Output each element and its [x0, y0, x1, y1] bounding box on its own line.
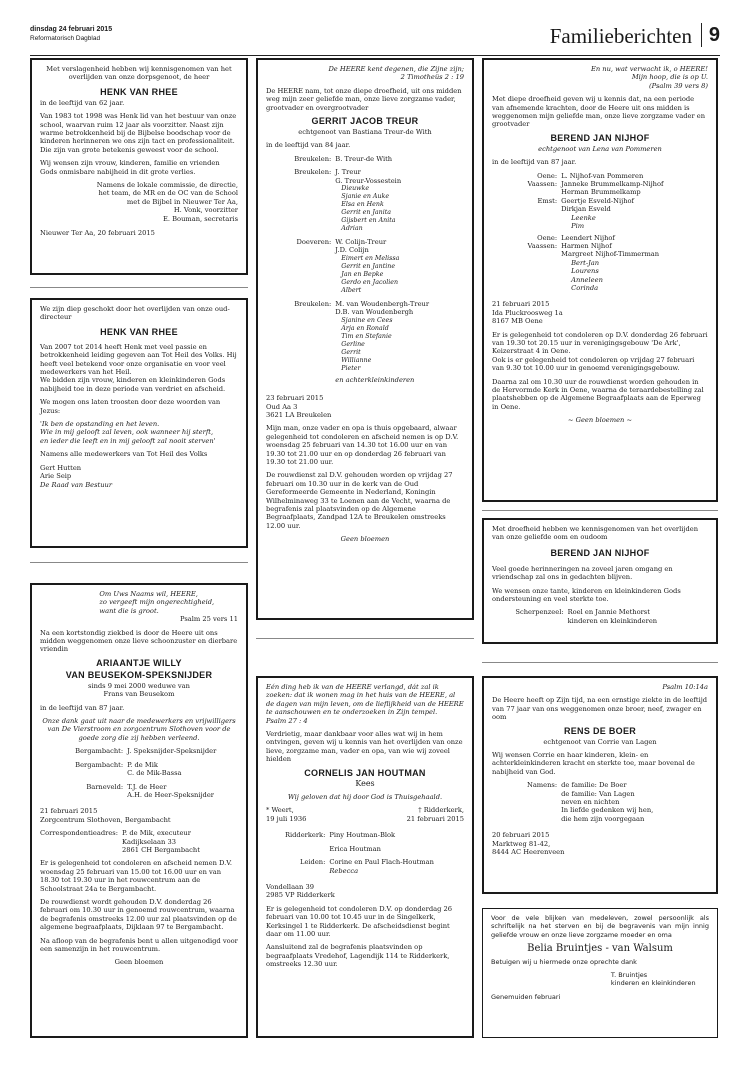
grandchild-name: Gerrit en Janita: [341, 209, 392, 217]
great-grandchildren: en achterkleinkinderen: [335, 375, 415, 384]
relative-name: W. Colijn-Treur: [335, 238, 387, 247]
relative-place: Vaassen:: [527, 241, 558, 250]
signature-line: Arie Seip: [40, 472, 72, 481]
birth-place: * Weert,: [266, 806, 294, 815]
birth-date: 19 juli 1936: [266, 814, 307, 823]
notice-berend-jan-nijhof-family: [482, 58, 718, 502]
column-divider: [30, 562, 248, 563]
deceased-name: RENS DE BOER: [563, 725, 637, 736]
grandchild-name: Gijsbert en Anita: [341, 217, 396, 225]
deceased-name: VAN BEUSEKOM-SPEKSNIJDER: [65, 669, 213, 680]
relative-place: Breukelen:: [294, 299, 332, 308]
column-divider: [30, 287, 248, 288]
relative-name: Margreet Nijhof-Timmerman: [561, 250, 660, 259]
relative-place: Breukelen:: [294, 168, 332, 177]
page-number: 9: [701, 23, 720, 47]
notice-address: Marktweg 81-42,: [492, 839, 551, 848]
relative-name: J.D. Colijn: [335, 246, 369, 255]
notice-ariaantje-van-beusekom: [30, 583, 248, 1038]
signature-line: Gert Hutten: [40, 463, 82, 472]
notice-berend-jan-nijhof-nephew: [482, 518, 718, 644]
grandchild-name: Elsa en Henk: [341, 201, 384, 209]
notice-intro: We zijn diep geschokt door het overlijden van onze oud-directeur: [40, 305, 230, 322]
relative-place: Oene:: [537, 233, 558, 242]
deceased-name: Belia Bruintjes - van Walsum: [527, 943, 673, 955]
quote-line: Wie in mij gelooft zal leven, ook wanneer hij sterft,: [40, 428, 214, 437]
grandchild-name: Eimert en Melissa: [341, 254, 400, 262]
deceased-nickname: Kees: [355, 778, 375, 788]
relative-place: Bergambacht:: [75, 760, 124, 769]
notice-address: 8167 MB Oene: [492, 317, 543, 326]
notice-text: We bidden zijn vrouw, kinderen en kleinkinderen Gods nabijheid toe in deze periode van verdriet en afscheid.: [40, 376, 226, 393]
grandchild-name: Tim en Stefanie: [341, 332, 392, 340]
relative-name: Piny Houtman-Blok: [329, 831, 396, 840]
verse-line: Om Uws Naams wil, HEERE,: [99, 590, 198, 598]
correspondence-line: P. de Mik, executeur: [121, 829, 191, 838]
relative-place: Breukelen:: [294, 154, 332, 163]
spouse-name: Frans van Beusekom: [103, 690, 175, 699]
notice-text: Wij wensen Corrie en haar kinderen, klein- en achterkleinkinderen kracht en sterkte toe, maar bovenal de nabijheid van God.: [492, 751, 695, 776]
notice-text: Na afloop van de begrafenis bent u allen uitgenodigd voor een samenzijn in het rouwcentrum.: [40, 936, 238, 953]
notice-text: Verdrietig, maar dankbaar voor alles wat wij in hem ontvingen, geven wij u kennis van het overlijden van onze lieve, zorgzame man, vader en opa, van wie wij zoveel hielden: [266, 730, 463, 764]
notice-date: 20 februari 2015: [492, 831, 550, 840]
notice-text: Veel goede herinneringen na zoveel jaren omgang en vriendschap zal ons in gedachten blijven.: [492, 564, 673, 582]
notice-intro: Met verslagenheid hebben wij kennisgenomen van het overlijden van onze dorpsgenoot, de heer: [46, 65, 232, 82]
verse-line: En nu, wat verwacht ik, o HEERE!: [590, 65, 708, 73]
deceased-name: HENK VAN RHEE: [100, 86, 178, 97]
closing-note: ~ Geen bloemen ~: [567, 416, 633, 425]
column-divider: [256, 638, 474, 639]
notice-text: De rouwdienst wordt gehouden D.V. donderdag 26 februari om 10.30 uur in genoemd rouwcentrum, waarna de begrafenis omstreeks 12.00 uur zal plaatsvinden op de algemene begraafplaats, Dijklaan 97 te Bergambacht.: [40, 897, 237, 932]
relative-name: G. Treur-Vossestein: [335, 176, 402, 185]
deceased-age: in de leeftijd van 84 jaar.: [266, 141, 351, 150]
relative-name: J. Treur: [335, 168, 361, 177]
notice-henk-van-rhee-heil: [30, 298, 248, 548]
notice-gerrit-jacob-treur: [256, 58, 474, 620]
closing-note: Geen bloemen: [114, 958, 164, 967]
relative-name: Erica Houtman: [329, 844, 381, 853]
verse-text: Eén ding heb ik van de HEERE verlangd, dát zal ik zoeken: dat ik wonen mag in het huis van de HEERE, al de dagen van mijn leven, om de lieflijkheid van de HEERE te aanschouwen en te onderzoeken in Zijn tempel.: [266, 683, 464, 717]
grandchild-name: Rebecca: [329, 866, 359, 875]
deceased-name: HENK VAN RHEE: [100, 326, 178, 337]
place-date: Nieuwer Ter Aa, 20 februari 2015: [40, 229, 155, 238]
relative-name: In liefde gedenken wij hen,: [561, 806, 654, 815]
notice-text: We mogen ons laten troosten door deze woorden van Jezus:: [40, 398, 221, 415]
notice-text: Namens alle medewerkers van Tot Heil des Volks: [40, 450, 208, 459]
verse-reference: (Psalm 39 vers 8): [649, 81, 708, 90]
faith-statement: Wij geloven dat hij door God is Thuisgehaald.: [287, 793, 443, 802]
notice-address: 2985 VP Ridderkerk: [266, 891, 335, 900]
quote-line: 'Ik ben de opstanding en het leven.: [40, 420, 160, 429]
death-date: 21 februari 2015: [406, 814, 464, 823]
notice-date: 21 februari 2015: [40, 807, 98, 816]
relative-place: Barneveld:: [86, 782, 124, 791]
grandchild-name: Anneleen: [571, 275, 603, 284]
signature-line: kinderen en kleinkinderen: [610, 979, 696, 988]
relative-name: Geertje Esveld-Nijhof: [561, 196, 635, 205]
relative-place: Emst:: [537, 196, 558, 205]
relative-place: Leiden:: [300, 858, 326, 867]
verse-line: zo vergeeft mijn ongerechtigheid,: [99, 598, 215, 607]
deceased-age: in de leeftijd van 87 jaar.: [492, 158, 577, 167]
notice-address: Ida Pluckroosweg 1a: [492, 308, 563, 317]
relative-name: A.H. de Heer-Speksnijder: [127, 790, 214, 799]
grandchild-name: Gerrit: [341, 348, 361, 356]
notice-address: Zorgcentrum Slothoven, Bergambacht: [40, 815, 171, 824]
notice-text: De Heere heeft op Zijn tijd, na een ernstige ziekte in de leeftijd van 77 jaar van ons weggenomen onze broer, neef, zwager en oom: [492, 696, 708, 722]
column-divider: [482, 662, 718, 663]
notice-text: Ook is er gelegenheid tot condoleren op vrijdag 27 februari van 9.30 tot 10.00 uur in genoemd verenigingsgebouw.: [492, 355, 695, 373]
signature-line: H. Vonk, voorzitter: [173, 206, 238, 215]
widow-of: sinds 9 mei 2000 weduwe van: [88, 681, 190, 690]
deceased-name: BEREND JAN NIJHOF: [550, 547, 650, 558]
grandchild-name: Pim: [571, 222, 585, 231]
relative-name: D.B. van Woudenbergh: [335, 308, 414, 317]
thanks-text: Onze dank gaat uit naar de medewerkers en vrijwilligers van De Vierstroom en zorgcentrum Slothoven voor de goede zorg die zij hebben verleend.: [42, 717, 236, 742]
notice-date: 21 februari 2015: [492, 300, 550, 309]
spouse-name: echtgenoot van Bastiana Treur-de With: [298, 128, 432, 137]
notice-text: Daarna zal om 10.30 uur de rouwdienst worden gehouden in de Hervormde Kerk in Oene, waarna de teraardebestelling zal plaatshebben op de Algemene Begraafplaats aan de Eperweg in Oene.: [492, 377, 704, 411]
relative-name: Corine en Paul Flach-Houtman: [329, 858, 434, 867]
relative-place: Scherpenzeel:: [515, 608, 564, 617]
verse-reference: Psalm 27 : 4: [266, 716, 308, 725]
notice-text: Voor de vele blijken van medeleven, zowel persoonlijk als schriftelijk na het sterven en bij de begravenis van mijn innig geliefde vrouw en onze lieve zorgzame moeder en oma: [491, 914, 709, 939]
page-header: [30, 26, 720, 56]
correspondence-line: Kadijkselaan 33: [121, 837, 176, 846]
relative-name: C. de Mik-Bassa: [127, 769, 182, 778]
signature-line: T. Bruintjes: [610, 971, 648, 980]
notice-rens-de-boer: [482, 676, 718, 894]
notice-text: Na een kortstondig ziekbed is door de Heere uit ons midden weggenomen onze lieve schoonzuster en dierbare vriendin: [40, 628, 238, 654]
relative-place: Doeveren:: [296, 238, 332, 247]
notice-address: 8444 AC Heerenveen: [492, 848, 565, 857]
grandchild-name: Sjanie en Auke: [341, 193, 390, 201]
relative-place: [266, 845, 329, 853]
notice-text: Er is gelegenheid tot condoleren D.V. op donderdag 26 februari van 10.00 tot 10.45 uur in de Singelkerk, Kerksingel 1 te Ridderkerk. De afscheidsdienst begint daar om 11.00 uur.: [266, 904, 453, 938]
notice-cornelis-jan-houtman: [256, 676, 474, 1038]
quote-line: en ieder die leeft en in mij gelooft zal nooit sterven': [40, 436, 216, 445]
relative-name: kinderen en kleinkinderen: [567, 616, 658, 625]
relative-place: Vaassen:: [527, 180, 558, 189]
signature-line: E. Bouman, secretaris: [163, 214, 238, 223]
notice-text: Aansluitend zal de begrafenis plaatsvinden op begraafplaats Vredehof, Lagendijk 114 te Ridderkerk, omstreeks 12.30 uur.: [266, 943, 450, 969]
relative-name: Herman Brummelkamp: [561, 188, 641, 197]
deceased-age: in de leeftijd van 87 jaar.: [40, 703, 125, 712]
grandchild-name: Gerrit en Jantine: [341, 262, 396, 270]
relative-name: Janneke Brummelkamp-Nijhof: [561, 180, 664, 189]
deceased-age: in de leeftijd van 62 jaar.: [40, 98, 125, 107]
issue-date: dinsdag 24 februari 2015: [30, 26, 113, 33]
relative-place: Ridderkerk:: [284, 831, 326, 840]
relative-name: Leendert Nijhof: [561, 233, 615, 242]
relative-name: L. Nijhof-van Pommeren: [561, 171, 644, 180]
signature-line: Namens de lokale commissie, de directie,: [96, 181, 238, 190]
verse-reference: Psalm 10:14a: [662, 683, 708, 691]
correspondence-line: 2861 CH Bergambacht: [121, 845, 200, 854]
notice-address: Oud Aa 3: [266, 402, 298, 411]
closing-note: Geen bloemen: [340, 535, 390, 544]
deceased-name: CORNELIS JAN HOUTMAN: [304, 767, 426, 778]
relative-name: de familie: Van Lagen: [561, 789, 635, 798]
death-place: † Ridderkerk,: [418, 806, 464, 815]
relative-name: Roel en Jannie Methorst: [567, 608, 650, 617]
place-date: Genemuiden februari: [491, 992, 561, 1001]
notice-text: Wij wensen zijn vrouw, kinderen, familie en vrienden Gods onmisbare nabijheid in dit grote verlies.: [40, 159, 220, 176]
grandchild-name: Jan en Bepke: [341, 270, 384, 278]
notice-text: Mijn man, onze vader en opa is thuis opgebaard, alwaar gelegenheid tot condoleren en afscheid nemen is op D.V. woensdag 25 februari van 14.30 tot 16.00 uur en van 19.30 tot 21.00 uur en op donderdag 26 februari van 19.30 tot 21.00 uur.: [266, 424, 459, 466]
grandchild-name: Leenke: [571, 213, 596, 222]
grandchild-name: Lourens: [571, 267, 599, 276]
column-divider: [482, 510, 718, 511]
grandchild-name: Bert-Jan: [571, 258, 600, 267]
notice-text: Betuigen wij u hiermede onze oprechte dank: [491, 957, 637, 966]
grandchild-name: Adrian: [341, 225, 363, 233]
grandchild-name: Pieter: [341, 364, 361, 372]
correspondence-label: Correspondentieadres:: [40, 829, 118, 838]
signature-line: het team, de MR en de OC van de School: [98, 189, 238, 198]
relative-name: die hem zijn voorgegaan: [561, 814, 645, 823]
spouse-name: echtgenoot van Lena van Pommeren: [538, 144, 662, 153]
notice-text: De rouwdienst zal D.V. gehouden worden op vrijdag 27 februari om 10.30 uur in de kerk van de Oud Gereformeerde Gemeente in Nederland, Koningin Wilhelminaweg 33 te Loenen aan de Vecht, waarna de begrafenis zal plaatsvinden op de Algemene Begraafplaats, Zandpad 12A te Breukelen omstreeks 12.00 uur.: [266, 471, 453, 530]
relative-name: M. van Woudenbergh-Treur: [335, 299, 430, 308]
verse-line: De HEERE kent degenen, die Zijne zijn;: [328, 65, 464, 73]
section-title: Familieberichten: [549, 24, 692, 48]
notice-text: Van 2007 tot 2014 heeft Henk met veel passie en betrokkenheid leiding gegeven aan Tot Heil des Volks. Hij heeft veel betekend voor onze organisatie en voor veel medewerkers van het Heil.: [40, 342, 237, 377]
relative-place: Oene:: [537, 171, 558, 180]
relative-name: de familie: De Boer: [561, 781, 627, 790]
grandchild-name: Gerdo en Jacolien: [341, 278, 399, 286]
relative-name: P. de Mik: [127, 760, 158, 769]
grandchild-name: Arja en Ronald: [341, 324, 389, 332]
notice-text: De HEERE nam, tot onze diepe droefheid, uit ons midden weg mijn zeer geliefde man, onze lieve zorgzame vader, grootvader en overgrootvader: [266, 86, 462, 112]
relative-place: Bergambacht:: [75, 747, 124, 756]
grandchild-name: Gerline: [341, 340, 365, 348]
signature-line: De Raad van Bestuur: [40, 480, 113, 489]
notice-text: Er is gelegenheid tot condoleren en afscheid nemen D.V. woensdag 25 februari van 15.00 tot 16.00 uur en van 18.30 tot 19.30 uur in het rouwcentrum aan de Schoolstraat 24a te Bergambacht.: [40, 859, 233, 893]
grandchild-name: Sjanine en Cees: [341, 316, 393, 324]
notice-henk-van-rhee-school: [30, 58, 248, 275]
grandchild-name: Corinda: [571, 283, 599, 292]
deceased-name: GERRIT JACOB TREUR: [311, 116, 419, 127]
grandchild-name: Willianne: [341, 356, 372, 364]
verse-line: want die is groot.: [99, 606, 159, 615]
notice-date: 23 februari 2015: [266, 394, 324, 403]
relative-place: Namens:: [526, 781, 558, 790]
deceased-name: ARIAANTJE WILLY: [96, 657, 182, 668]
spouse-name: echtgenoot van Corrie van Lagen: [543, 737, 657, 746]
newspaper-name: Reformatorisch Dagblad: [30, 35, 101, 42]
notice-text: Er is gelegenheid tot condoleren op D.V. donderdag 26 februari van 19.30 tot 20.15 uur in verenigingsgebouw 'De Ark', Keizerstraat 4 in Oene.: [492, 330, 708, 356]
verse-line: Mijn hoop, die is op U.: [631, 73, 708, 82]
notice-text: Van 1983 tot 1998 was Henk lid van het bestuur van onze school, waarvan ruim 12 jaar als voorzitter. Naast zijn warme betrokkenheid bij de Bijbelse boodschap voor de kinderen herinneren we ons zijn tact en professionaliteit. Die zijn van grote betekenis geweest voor de school.: [40, 112, 237, 154]
notice-address: Vondellaan 39: [266, 882, 314, 891]
notice-text: We wensen onze tante, kinderen en kleinkinderen Gods ondersteuning en veel sterkte toe.: [492, 586, 681, 604]
deceased-name: BEREND JAN NIJHOF: [550, 132, 650, 143]
verse-reference: Psalm 25 vers 11: [180, 615, 238, 624]
relative-name: Dirkjan Esveld: [561, 205, 611, 214]
grandchild-name: Albert: [341, 286, 362, 294]
signature-line: met de Bijbel in Nieuwer Ter Aa,: [126, 197, 238, 206]
relative-name: B. Treur-de With: [335, 154, 393, 163]
verse-reference: 2 Timotheüs 2 : 19: [400, 73, 464, 82]
notice-belia-bruintjes-thanks: [482, 908, 718, 1038]
relative-name: J. Speksnijder-Speksnijder: [127, 747, 217, 756]
relative-name: T.J. de Heer: [127, 782, 167, 791]
notice-text: Met droefheid hebben we kennisgenomen van het overlijden van onze geliefde oom en oudoom: [492, 525, 699, 542]
grandchild-name: Dieuwke: [341, 185, 370, 193]
notice-address: 3621 LA Breukelen: [266, 410, 332, 419]
notice-text: Met diepe droefheid geven wij u kennis dat, na een periode van afnemende krachten, door de Heere uit ons midden is weggenomen mijn geliefde man, onze lieve zorgzame vader en grootvader: [492, 95, 706, 129]
relative-name: neven en nichten: [561, 798, 620, 807]
relative-name: Harmen Nijhof: [561, 241, 612, 250]
